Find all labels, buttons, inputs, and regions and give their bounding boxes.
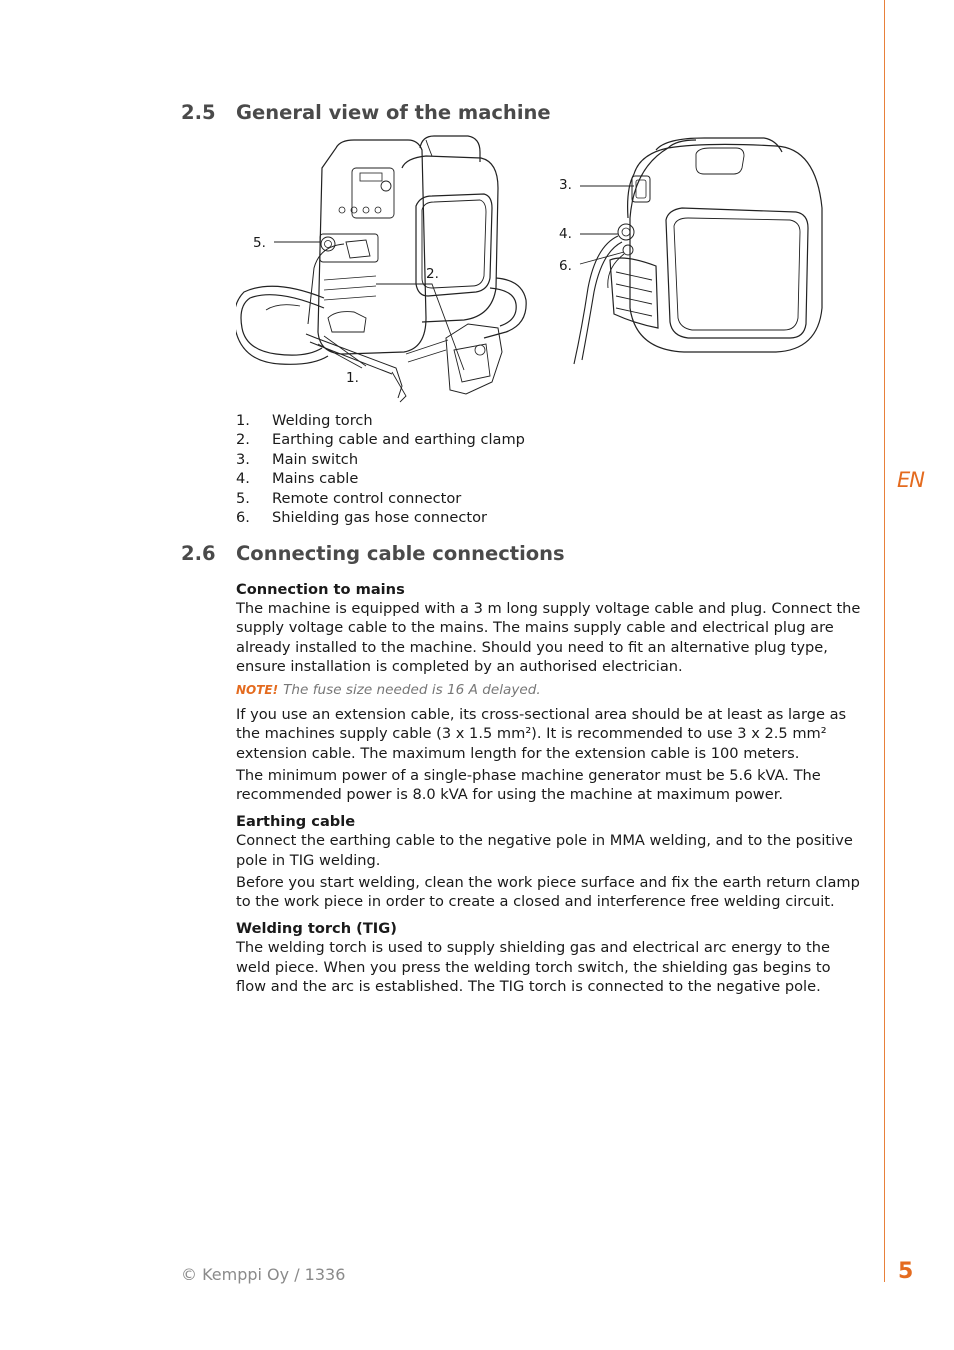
machine-front-view <box>236 136 526 402</box>
callout-5: 5. <box>253 235 266 251</box>
machine-illustration <box>236 128 836 410</box>
section-title: General view of the machine <box>236 101 551 124</box>
machine-rear-view <box>574 138 822 364</box>
paragraph: The welding torch is used to supply shielding gas and electrical arc energy to the weld piece. When you press the welding torch switch, the shielding gas begins to flow and the arc is established. The TIG torch is connected to the negative pole. <box>236 939 831 995</box>
subheading-torch: Welding torch (TIG) <box>236 920 397 938</box>
paragraph: Before you start welding, clean the work piece surface and fix the earth return clamp to the work piece in order to create a closed and interference free welding circuit. <box>236 873 860 911</box>
list-item: 1. Welding torch <box>236 412 373 429</box>
component-list <box>236 411 525 527</box>
section-number: 2.5 <box>181 101 216 124</box>
list-item: 3. Main switch <box>236 450 359 468</box>
callout-1: 1. <box>346 370 359 386</box>
list-item: 6. Shielding gas hose connector <box>236 508 488 526</box>
paragraph: If you use an extension cable, its cross-sectional area should be at least as large as the machines supply cable (3 x 1.5 mm²). It is recommended to use 3 x 2.5 mm² extension cable. The maximum length for the extension cable is 100 meters. <box>236 706 847 762</box>
page-number: 5 <box>898 1259 914 1284</box>
callout-3: 3. <box>559 177 572 193</box>
footer-copyright: © Kemppi Oy / 1336 <box>181 1265 346 1284</box>
list-item: 4. Mains cable <box>236 470 359 488</box>
paragraph: Connect the earthing cable to the negative pole in MMA welding, and to the positive pole in TIG welding. <box>236 832 853 869</box>
section-title: Connecting cable connections <box>236 542 565 565</box>
section-heading-2-5 <box>181 101 551 124</box>
list-item: 2. Earthing cable and earthing clamp <box>236 431 525 449</box>
paragraph: The machine is equipped with a 3 m long supply voltage cable and plug. Connect the supply voltage cable to the mains. The mains supply cable and electrical plug are already installed to the machine. Should you need to fit an alternative plug type, ensure installation is completed by an authorised electrician. <box>236 600 861 675</box>
note-label: NOTE! <box>236 683 279 698</box>
section-number: 2.6 <box>181 542 216 565</box>
subheading-earthing: Earthing cable <box>236 813 356 831</box>
section-body <box>236 580 861 996</box>
section-heading-2-6 <box>181 542 565 565</box>
list-item: 5. Remote control connector <box>236 489 462 507</box>
note <box>236 681 861 700</box>
callout-6: 6. <box>559 258 572 274</box>
paragraph: The minimum power of a single-phase machine generator must be 5.6 kVA. The recommended power is 8.0 kVA for using the machine at maximum power. <box>236 766 821 804</box>
language-tab: EN <box>897 468 924 492</box>
subheading-mains: Connection to mains <box>236 581 405 598</box>
note-text: The fuse size needed is 16 A delayed. <box>283 682 541 699</box>
callout-4: 4. <box>559 226 572 242</box>
callout-2: 2. <box>426 266 439 282</box>
margin-rule <box>884 0 885 1282</box>
